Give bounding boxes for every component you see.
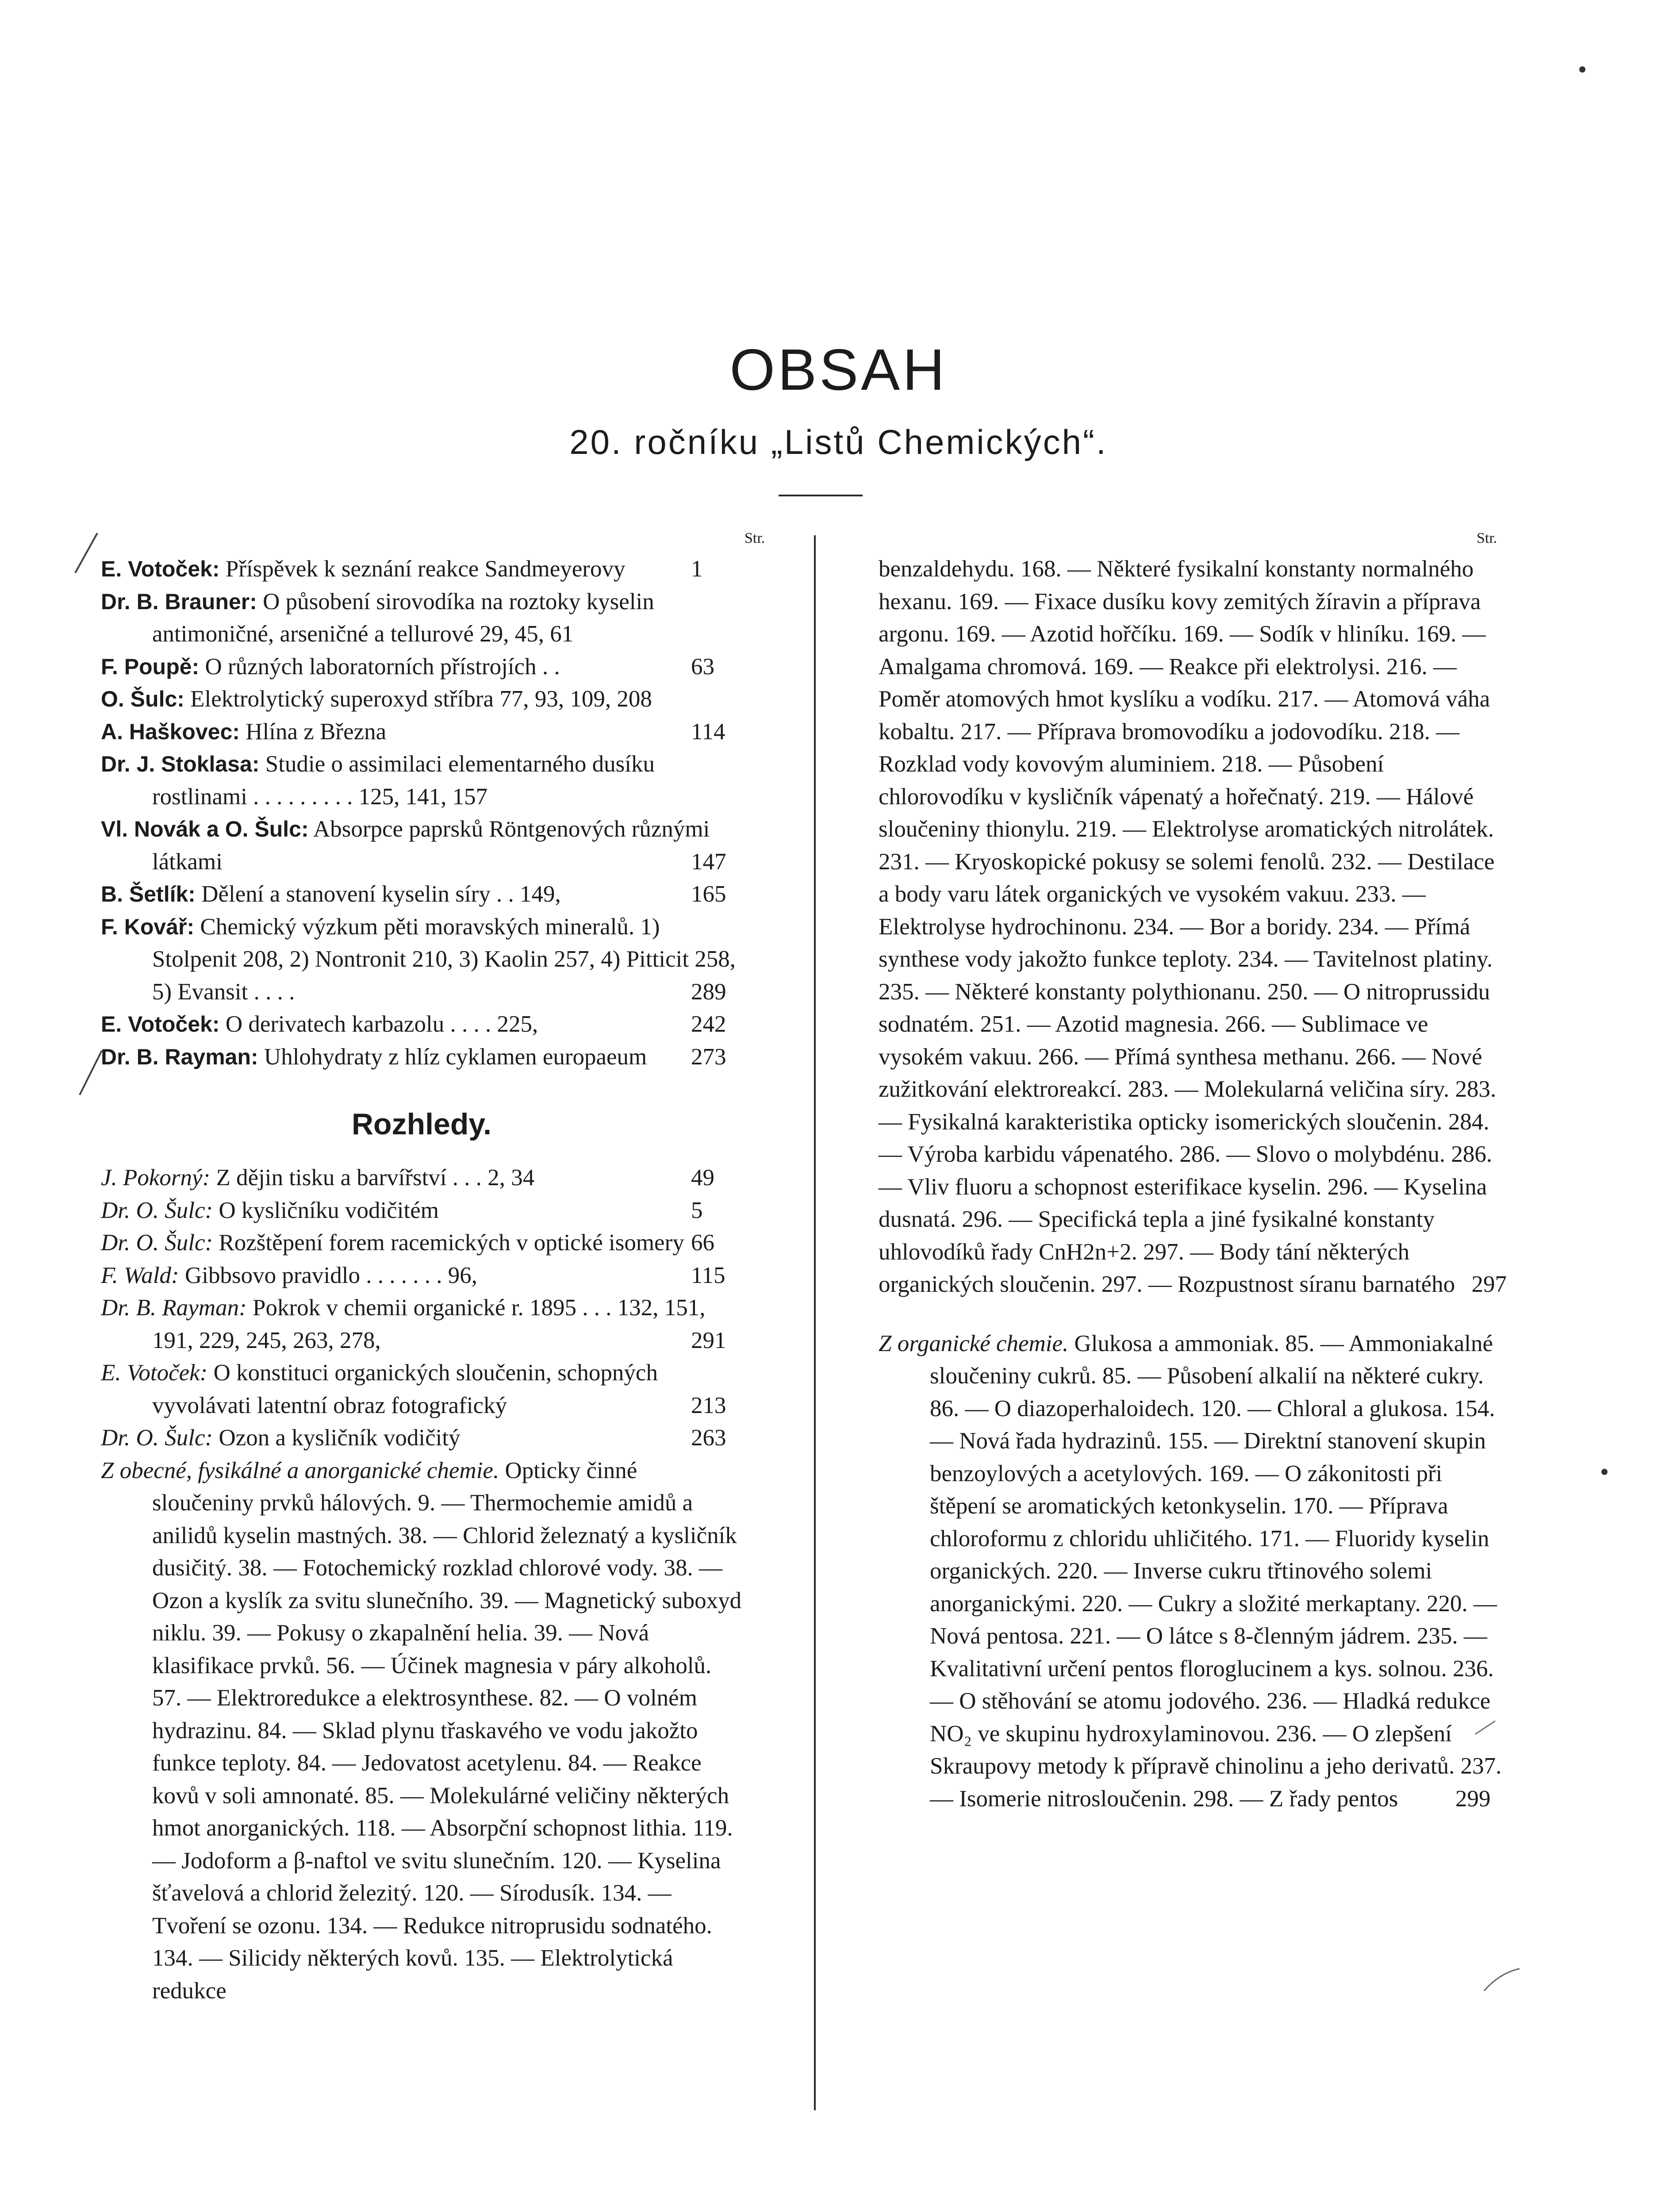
entry-author: Dr. O. Šulc: [101,1197,213,1223]
speck [1601,1469,1608,1475]
toc-entry [101,651,742,684]
entry-title: Dělení a stanovení kyselin síry . . 149, [201,881,561,907]
entry-author: F. Poupě: [101,654,200,679]
page-title: OBSAH [729,337,948,402]
rozhledy-entry [101,1162,742,1194]
entry-pages: 273 [738,1041,742,1074]
rozhledy-entry [101,1422,742,1455]
entry-pages: 291 [738,1325,742,1357]
section-text: benzaldehydu. 168. — Některé fysikalní konstanty normalného hexanu. 169. — Fixace dusíku kovy zemitých žíravin a příprava argonu. 169. — Azotid hořčíku. 169. — Sodík v hliníku. 169. — Amalgama chromová. 169. — Reakce při elektrolysi. 216. — Poměr atomových hmot kyslíku a vodíku. 217. — Atomová váha kobaltu. 217. — Příprava bromovodíku a jodovodíku. 218. — Rozklad vody kovovým aluminiem. 218. — Působení chlorovodíku v kysličník vápenatý a hořečnatý. 219. — Hálové sloučeniny thionylu. 219. — Elektrolyse aromatických nitrolátek. 231. — Kryoskopické pokusy se solemi fenolů. 232. — Destilace a body varu látek organických ve vysokém vakuu. 233. — Elektrolyse hydrochinonu. 234. — Bor a boridy. 234. — Přímá synthese vody jakožto funkce teploty. 234. — Tavitelnost platiny. 235. — Některé konstanty polythionanu. 250. — O nitroprussidu sodnatém. 251. — Azotid magnesia. 266. — Sublimace ve vysokém vakuu. 266. — Přímá synthesa methanu. 266. — Nové zužitkování elektroreakcí. 283. — Molekularná veličina síry. 283. — Fysikalná karakteristika opticky isomerických sloučenin. 284. — Výroba karbidu vápenatého. 286. — Slovo o molybdénu. 286. — Vliv fluoru a schopnost esterifikace kyselin. 296. — Kyselina dusnatá. 296. — Specifická tepla a jiné fysikalné konstanty uhlovodíků řady CnH2n+2. 297. — Body tání některých organických sloučenin. 297. — Rozpustnost síranu barnatého [879,556,1497,1297]
rozhledy-entry [101,1194,742,1227]
entry-author: E. Votoček: [101,1360,208,1386]
rozhledy-entry [101,1227,742,1260]
rozhledy-entry [101,1292,742,1357]
entry-pages: 114 [738,716,742,749]
entry-title: Uhlohydraty z hlíz cyklamen europaeum [264,1044,647,1070]
anorganic-chemistry-section [101,1455,742,2008]
entry-author: B. Šetlík: [101,882,196,906]
rozhledy-entry [101,1260,742,1292]
entry-title: O různých laboratorních přístrojích . . [205,653,560,680]
entry-pages: 147 [738,846,742,879]
entry-pages: 1 [738,553,742,586]
organic-chemistry-section [879,1328,1507,1816]
entry-pages: 297 [1467,1268,1507,1301]
entry-title: Ozon a kysličník vodičitý [219,1425,461,1451]
toc-entry [101,911,742,1009]
entry-author: A. Haškovec: [101,719,240,744]
entry-title: O kysličníku vodičitém [219,1197,439,1223]
entry-title: Z dějin tisku a barvířství . . . 2, 34 [216,1165,535,1190]
entry-author: Dr. O. Šulc: [101,1425,213,1451]
entry-author: O. Šulc: [101,687,184,711]
rozhledy-entry [101,1357,742,1422]
margin-pencil-mark-icon [66,531,102,575]
entry-title: Pokrok v chemii organické r. 1895 . . . 132, 151, 191, 229, 245, 263, 278, [152,1295,706,1353]
right-column [879,553,1507,1815]
section-heading-rozhledy: Rozhledy. [351,1107,492,1141]
toc-entry [101,553,742,586]
margin-pencil-mark-icon [1482,1964,1522,1995]
toc-entry [101,813,742,878]
toc-entry [101,683,742,716]
entry-author: F. Kovář: [101,914,195,939]
entry-author: E. Votoček: [101,1012,220,1037]
left-column [101,553,742,2007]
entry-pages: 289 [738,976,742,1009]
entry-title: Studie o assimilaci elementarného dusíku rostlinami . . . . . . . . . 125, 141, 157 [152,751,655,810]
section-label: Z organické chemie. [879,1330,1069,1356]
entry-pages: 299 [1502,1783,1507,1816]
entry-author: Dr. O. Šulc: [101,1230,213,1256]
entry-title: O působení sirovodíka na roztoky kyselin antimoničné, arseničné a tellurové 29, 45, 61 [152,588,654,647]
entry-title: Absorpce paprsků Röntgenových různými látkami [152,816,710,875]
entry-author: Dr. B. Brauner: [101,589,257,614]
entry-author: Dr. B. Rayman: [101,1295,247,1321]
margin-pencil-mark-icon [1473,1717,1500,1739]
entry-pages: 115 [738,1260,742,1292]
entry-title: Elektrolytický superoxyd stříbra 77, 93, 109, 208 [190,686,652,712]
section-label: Z obecné, fysikálné a anorganické chemie. [101,1457,499,1483]
entry-pages: 213 [738,1390,742,1422]
toc-entry [101,1008,742,1041]
section-text: Glukosa a ammoniak. 85. — Ammoniakalné sloučeniny cukrů. 85. — Působení alkalií na některé cukry. 86. — O diazoperhaloidech. 120. — Chloral a glukosa. 154. — Nová řada hydrazinů. 155. — Direktní stanovení skupin benzoylových a acetylových. 169. — O zákonitosti při štěpení se aromatických ketonkyselin. 170. — Příprava chloroformu z chloridu uhličitého. 171. — Fluoridy kyselin organických. 220. — Inverse cukru třtinového solemi anorganickými. 220. — Cukry a složité merkaptany. 220. — Nová pentosa. 221. — O látce s 8-členným jádrem. 235. — Kvalitativní určení pentos floroglucinem a kys. solnou. 236. — O stěhování se atomu jodového. 236. — Hladká redukce NO₂ ve skupinu hydroxylaminovou. 236. — O zlepšení Skraupovy metody k přípravě chinolinu a jeho derivatů. 237. — Isomerie nitrosloučenin. 298. — Z řady pentos [930,1330,1502,1812]
page-column-label-left: Str. [744,530,765,546]
entry-author: Dr. J. Stoklasa: [101,752,260,776]
entry-author: Dr. B. Rayman: [101,1044,258,1069]
entry-title: Gibbsovo pravidlo . . . . . . . 96, [184,1262,477,1288]
margin-pencil-mark-icon [71,1048,106,1097]
toc-entry [101,1041,742,1074]
entry-title: O konstituci organických sloučenin, schopných vyvolávati latentní obraz fotografický [152,1360,658,1418]
toc-entry [101,716,742,749]
entry-title: Hlína z Března [246,718,387,745]
section-text: Opticky činné sloučeniny prvků hálových. 9. — Thermochemie amidů a anilidů kyselin mastných. 38. — Chlorid železnatý a kysličník dusičitý. 38. — Fotochemický rozklad chlorové vody. 38. — Ozon a kyslík za svitu slunečního. 39. — Magnetický suboxyd niklu. 39. — Pokusy o zkapalnění helia. 39. — Nová klasifikace prvků. 56. — Účinek magnesia v páry alkoholů. 57. — Elektroredukce a elektrosynthese. 82. — O volném hydrazinu. 84. — Sklad plynu třaskavého ve vodu jakožto funkce teploty. 84. — Jedovatost acetylenu. 84. — Reakce kovů v soli amnonaté. 85. — Molekulárné veličiny některých hmot anorganických. 118. — Absorpční schopnost lithia. 119. — Jodoform a β-naftol ve svitu slunečním. 120. — Kyselina šťavelová a chlorid železitý. 120. — Sírodusík. 134. — Tvoření se ozonu. 134. — Redukce nitroprusidu sodnatého. 134. — Silicidy některých kovů. 135. — Elektrolytická redukce [152,1457,742,2004]
page-column-label-right: Str. [1477,530,1497,546]
column-divider [814,535,816,2110]
entry-title: Chemický výzkum pěti moravských mineralů. 1) Stolpenit 208, 2) Nontronit 210, 3) Kaolin 257, 4) Pitticit 258, 5) Evansit . . . . [152,914,736,1005]
entry-title: Příspěvek k seznání reakce Sandmeyerovy [225,556,626,582]
toc-entry [101,878,742,911]
entry-pages: 63 [738,651,742,684]
entry-author: Vl. Novák a O. Šulc: [101,817,309,841]
entry-author: E. Votoček: [101,557,220,581]
entry-title: O derivatech karbazolu . . . . 225, [225,1011,538,1037]
toc-entry [101,586,742,651]
entry-pages: 5 [738,1194,742,1227]
entry-pages: 165 [738,878,742,911]
entry-pages: 242 [738,1008,742,1041]
entry-pages: 66 [738,1227,742,1260]
continued-text [879,553,1507,1301]
speck [1579,66,1585,73]
page-subtitle: 20. ročníku „Listů Chemických“. [569,422,1108,461]
entry-author: J. Pokorný: [101,1165,211,1190]
entry-author: F. Wald: [101,1262,179,1288]
entry-title: Rozštěpení forem racemických v optické isomery [219,1230,684,1256]
entry-pages: 49 [738,1162,742,1194]
title-divider [779,495,863,496]
toc-entry [101,748,742,813]
entry-pages: 263 [738,1422,742,1455]
